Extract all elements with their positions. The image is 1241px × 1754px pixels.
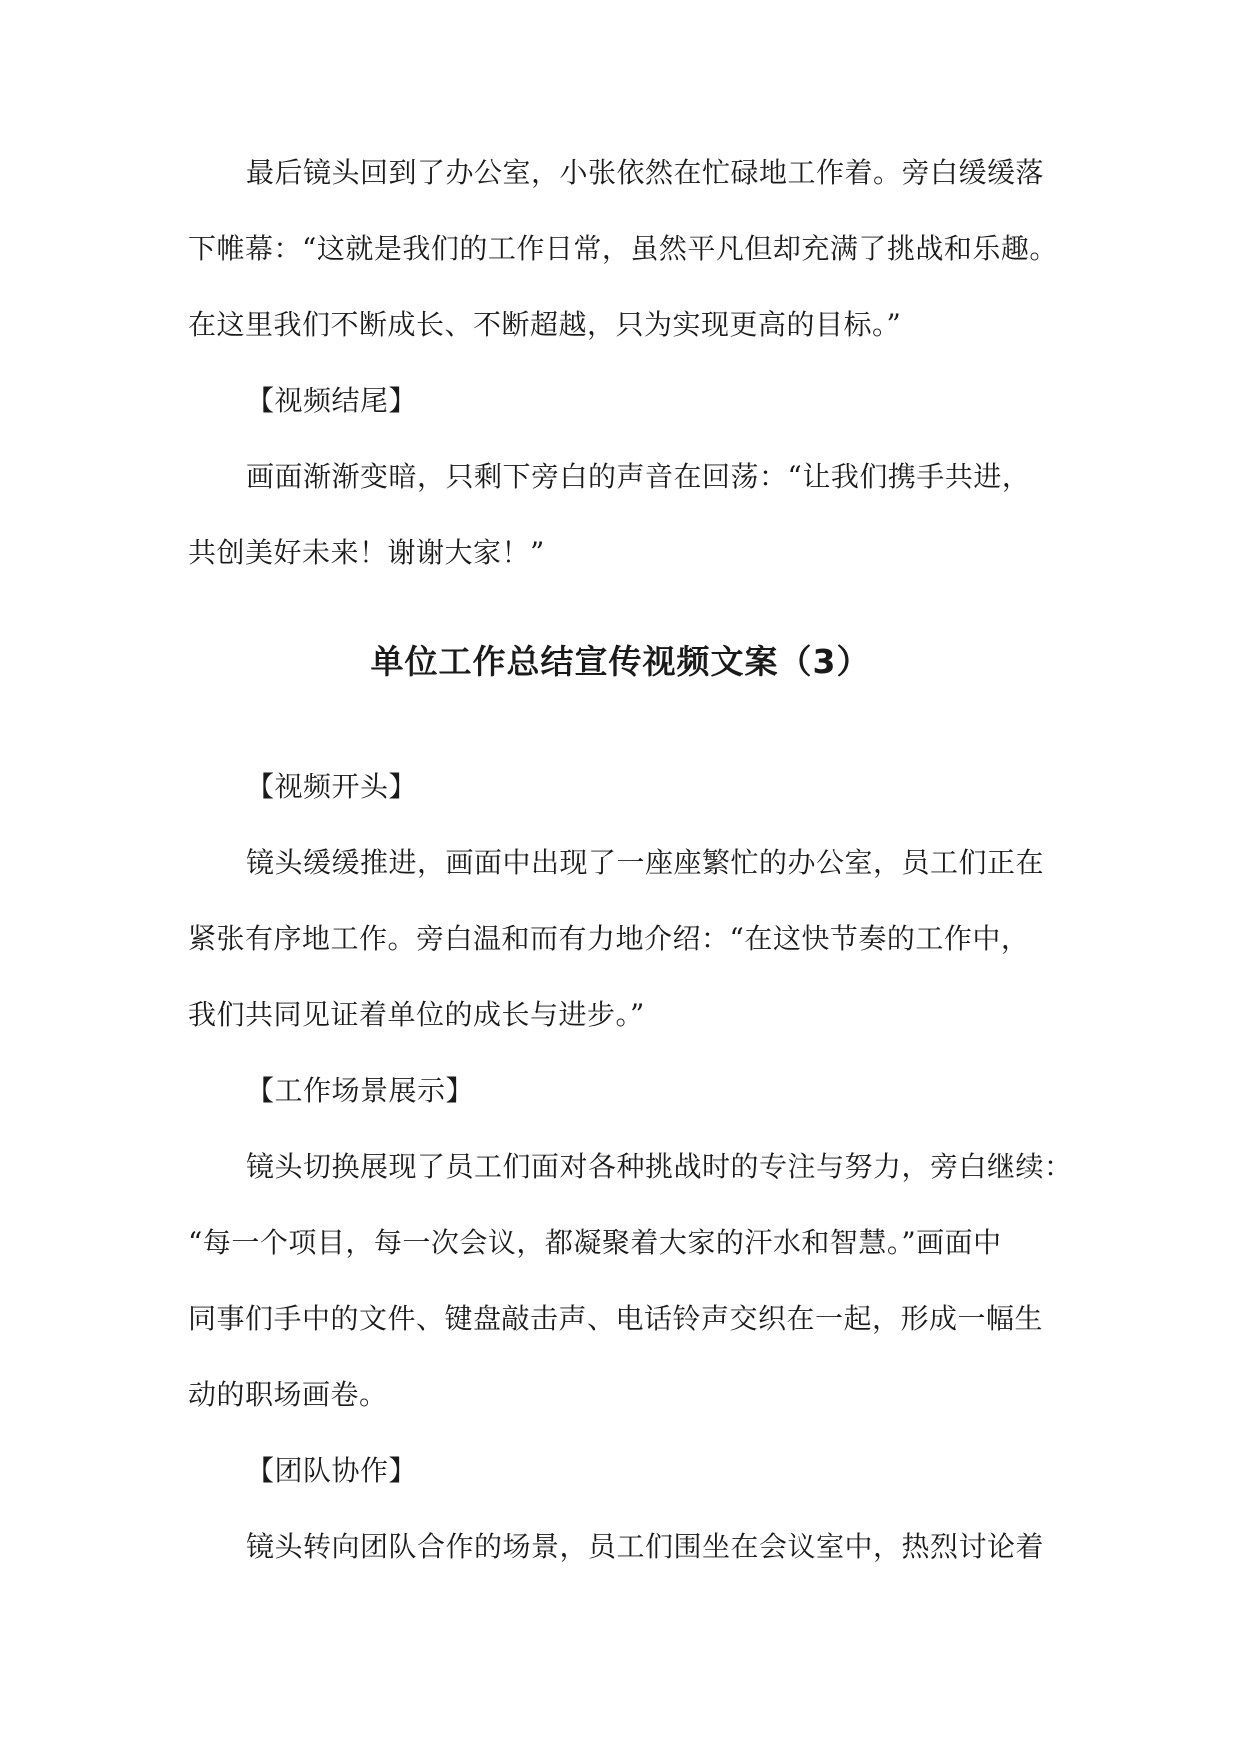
paragraph-line: 在这里我们不断成长、不断超越，只为实现更高的目标。”	[188, 308, 902, 341]
paragraph-line: 共创美好未来！谢谢大家！”	[188, 536, 545, 569]
paragraph-line: 下帷幕：“这就是我们的工作日常，虽然平凡但却充满了挑战和乐趣。	[188, 232, 1058, 265]
paragraph-line: 最后镜头回到了办公室，小张依然在忙碌地工作着。旁白缓缓落	[246, 156, 1045, 189]
section-label: 【视频开头】	[246, 770, 418, 803]
paragraph-line: 紧张有序地工作。旁白温和而有力地介绍：“在这快节奏的工作中，	[188, 922, 1030, 955]
section-label: 【工作场景展示】	[246, 1074, 475, 1107]
paragraph-line: 我们共同见证着单位的成长与进步。”	[188, 998, 645, 1031]
section-label: 【视频结尾】	[246, 384, 418, 417]
paragraph-line: 画面渐渐变暗，只剩下旁白的声音在回荡：“让我们携手共进，	[246, 460, 1031, 493]
section-label: 【团队协作】	[246, 1454, 418, 1487]
paragraph-line: 镜头缓缓推进，画面中出现了一座座繁忙的办公室，员工们正在	[246, 846, 1045, 879]
paragraph-line: “每一个项目，每一次会议，都凝聚着大家的汗水和智慧。”画面中	[188, 1226, 1002, 1259]
paragraph-line: 镜头切换展现了员工们面对各种挑战时的专注与努力，旁白继续：	[246, 1150, 1073, 1183]
paragraph-line: 镜头转向团队合作的场景，员工们围坐在会议室中，热烈讨论着	[246, 1530, 1045, 1563]
paragraph-line: 动的职场画卷。	[188, 1378, 388, 1411]
paragraph-line: 同事们手中的文件、键盘敲击声、电话铃声交织在一起，形成一幅生	[188, 1302, 1044, 1335]
section-heading: 单位工作总结宣传视频文案（3）	[370, 642, 871, 681]
